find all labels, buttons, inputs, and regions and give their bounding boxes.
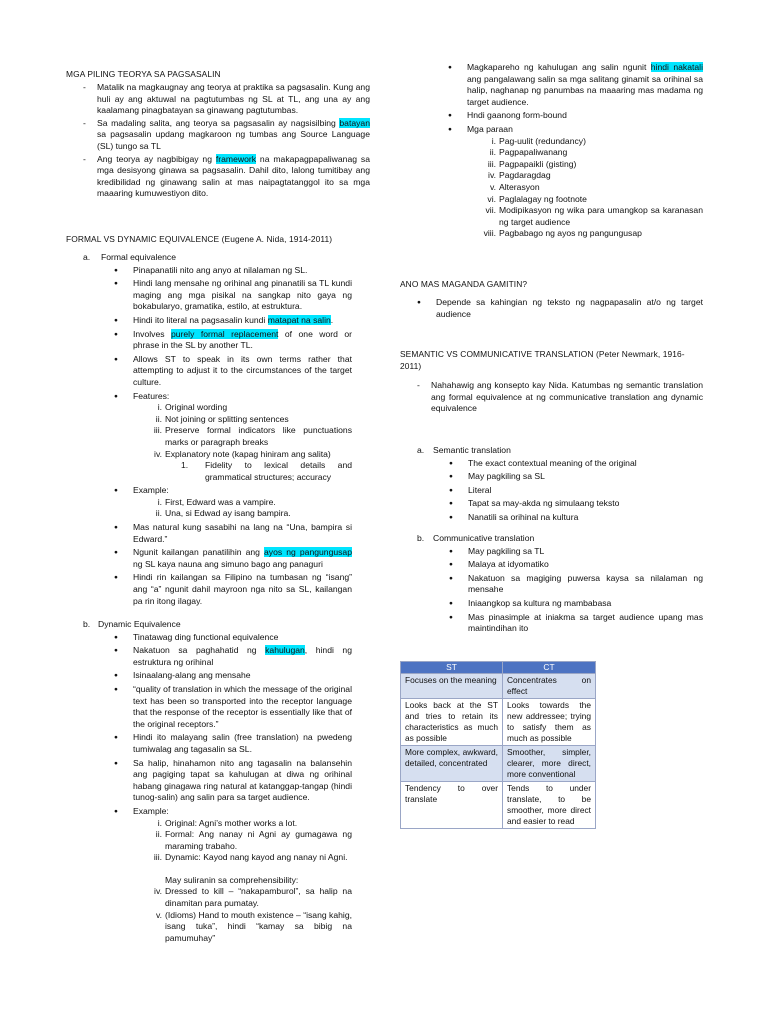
table-cell: Looks back at the ST and tries to retain its characteristics as much as possible: [401, 699, 503, 746]
list-item: ii. Formal: Ang nanay ni Agni ay gumagawa ng maraming trabaho.: [155, 829, 352, 851]
subsection-title: Communicative translation: [433, 533, 535, 543]
table-row: [401, 699, 596, 746]
list-marker: b.: [417, 533, 425, 543]
list-marker: a.: [417, 445, 425, 455]
section-title-ano-mas-maganda: ANO MAS MAGANDA GAMITIN?: [400, 279, 528, 289]
highlight: framework: [215, 153, 257, 164]
list-item: ● Nakatuon sa magiging puwersa kaysa sa nilalaman ng mensahe: [449, 573, 703, 596]
list-marker: b.: [83, 619, 91, 629]
list-item: - Sa madaling salita, ang teorya sa pagsasalin ay nagsisilbing batayan sa pagsasalin updang magkaroon ng tumbas ang Source Language (SL) tungo sa TL: [66, 118, 370, 153]
list-item: iii. Preserve formal indicators like punctuations marks or paragraph breaks: [153, 425, 352, 447]
communicative-list: [449, 546, 703, 635]
list-item: i. Original wording: [157, 402, 228, 413]
list-item: ● Isinaalang-alang ang mensahe: [114, 670, 352, 682]
formal-equivalence-section: [83, 252, 370, 609]
list-item: ● Magkapareho ng kahulugan ang salin ngunit hindi nakatali ang pangalawang salin sa mga salitang ginamit sa orihinal sa halip, naghanap ng panumbas na maaaring mas madama ng target audience.: [448, 62, 703, 108]
dynamic-continued-list: [448, 62, 703, 242]
list-item: ● The exact contextual meaning of the original: [449, 458, 703, 470]
list-item: - Nahahawig ang konsepto kay Nida. Katumbas ng semantic translation ang formal equivalence at ng communicative translation ang dynamic equivalence: [400, 380, 703, 415]
list-item: ● Mga paraan i. Pag-uulit (redundancy) ii. Pagpapaliwanang iii. Pagpapaikli (gisting) iv. Pagdaragdag v. Alterasyon vi. Paglalagay ng footnote vii. Modipikasyon ng wika para umangkop sa karanasan ng target audience viii. Pagbabago ng ayos ng pangungusap: [448, 124, 703, 240]
list-item: ● Tinatawag ding functional equivalence: [114, 632, 352, 644]
subsection-title: Formal equivalence: [101, 252, 176, 262]
dynamic-equivalence-section: [83, 619, 370, 946]
list-item: ● Example: i. First, Edward was a vampire. ii. Una, si Edwad ay isang bampira.: [114, 485, 352, 520]
list-item: ● Nanatili sa orihinal na kultura: [449, 512, 703, 524]
teorya-list: [66, 82, 370, 201]
list-item: vi. Paglalagay ng footnote: [487, 193, 587, 204]
list-item: ● Tapat sa may-akda ng simulaang teksto: [449, 498, 703, 510]
highlight: ayos ng pangungusap: [264, 547, 352, 558]
list-item: ● Hindi ito literal na pagsasalin kundi matapat na salin.: [114, 315, 352, 327]
subsection-title: Semantic translation: [433, 445, 511, 455]
list-item: ● Hndi gaanong form-bound: [448, 110, 703, 122]
list-item: ● May pagkiling sa SL: [449, 471, 703, 483]
semantic-list: [449, 458, 703, 524]
highlight: purely formal replacement: [170, 328, 279, 339]
table-cell: Tends to under translate, to be smoother, more direct and easier to read: [503, 782, 596, 829]
list-item: ● Ngunit kailangan panatilihin ang ayos ng pangungusap ng SL kaya nauna ang simuno bago ang panaguri: [114, 547, 352, 570]
list-item: ii. Not joining or splitting sentences: [155, 413, 289, 424]
highlight: kahulugan: [265, 645, 305, 656]
table-header-ct: CT: [503, 662, 596, 674]
dynamic-examples-list: [147, 818, 352, 864]
list-item: vii. Modipikasyon ng wika para umangkop sa karanasan ng target audience: [485, 205, 703, 227]
list-item: ● Depende sa kahingian ng teksto ng nagpapasalin at/o ng target audience: [417, 297, 703, 320]
idiom-examples-list: [147, 886, 352, 944]
table-cell: Focuses on the meaning: [401, 674, 503, 699]
list-item: iv. Explanatory note (kapag hiniram ang salita) 1. Fidelity to lexical details and grammatical structures; accuracy: [154, 448, 352, 482]
list-item: ● Features: i. Original wording ii. Not joining or splitting sentences iii. Preserve formal indicators like punctuations marks or paragraph breaks iv. Explanatory note (kapag hiniram ang salita) 1. Fidelity to lexical details and grammatical structures; accuracy: [114, 391, 352, 484]
section-title-semantic-communicative: SEMANTIC VS COMMUNICATIVE TRANSLATION (Peter Newmark, 1916-2011): [400, 349, 685, 371]
list-item: viii. Pagbabago ng ayos ng pangungusap: [483, 228, 642, 239]
st-ct-table: [400, 661, 596, 829]
list-item: ● Mas pinasimple at iniakma sa target audience upang mas maintindihan ito: [449, 612, 703, 635]
list-item: ● Hindi lang mensahe ng orihinal ang pinanatili sa TL kundi maging ang mga pisikal na sangkap nito gaya ng bokabularyo, gramatika, estilo, at estruktura.: [114, 278, 352, 313]
table-row: [401, 746, 596, 782]
list-item: - Ang teorya ay nagbibigay ng framework na makapagpapaliwanag sa mga desisyong ginawa sa pagsasalin. Dahil dito, lalong tumitibay ang kredibilidad ng ginawang salin at mas naipagtatanggol ito sa mga maaaring kumuwestiyon dito.: [66, 154, 370, 200]
examples-list: [147, 497, 352, 520]
formal-list: [114, 265, 352, 608]
depende-list: [417, 297, 703, 322]
paraan-list: [481, 136, 703, 240]
list-item: v. (Idioms) Hand to mouth existence – “isang kahig, isang tuka”, hindi “kamay sa bibig na pamumuhay”: [155, 909, 352, 943]
list-item: i. First, Edward was a vampire.: [157, 496, 276, 507]
list-item: ● Literal: [449, 485, 703, 497]
list-marker: a.: [83, 252, 91, 262]
list-item: iii. Pagpapaikli (gisting): [487, 158, 577, 169]
suliranin-note: May suliranin sa comprehensibility:: [165, 874, 299, 885]
list-item: ● “quality of translation in which the message of the original text has been so transported into the receptor language that the response of the receptor is essentially like that of the original receptors.”: [114, 684, 352, 730]
semantic-section: [417, 445, 703, 526]
list-item: ● Nakatuon sa paghahatid ng kahulugan, hindi ng estruktura ng orihinal: [114, 645, 352, 668]
list-item: ● Example: i. Original: Agni’s mother works a lot. ii. Formal: Ang nanay ni Agni ay gumagawa ng maraming trabaho. iii. Dynamic: Kayod nang kayod ang nanay ni Agni. May suliranin sa comprehensibility: iv. Dressed to kill – “nakapamburol”, sa halip na dinamitan para pumatay. v. (Idioms) Hand to mouth existence – “isang kahig, isang tuka”, hindi “kamay sa bibig na pamumuhay”: [114, 806, 352, 945]
table-header-row: [401, 662, 596, 674]
table-header-st: ST: [401, 662, 503, 674]
list-item: ● Malaya at idyomatiko: [449, 559, 703, 571]
table-cell: More complex, awkward, detailed, concentrated: [401, 746, 503, 782]
list-item: ● Hindi rin kailangan sa Filipino na tumbasan ng “isang” ang “a” ngunit dahil mayroon nga nito sa SL, kailangan pa rin itong ilagay.: [114, 572, 352, 607]
table-row: [401, 782, 596, 829]
list-item: ii. Pagpapaliwanang: [489, 147, 568, 158]
list-item: ● Iniaangkop sa kultura ng mambabasa: [449, 598, 703, 610]
list-item: ● May pagkiling sa TL: [449, 546, 703, 558]
list-item: iv. Pagdaragdag: [488, 170, 551, 181]
list-item: ● Hindi ito malayang salin (free translation) na pwedeng tumiwalag ang tagasalin sa SL.: [114, 732, 352, 755]
list-item: ● Involves purely formal replacement of one word or phrase in the SL by another TL.: [114, 329, 352, 352]
highlight: hindi nakatali: [650, 62, 703, 72]
list-item: ● Pinapanatili nito ang anyo at nilalaman ng SL.: [114, 265, 352, 277]
list-item: i. Pag-uulit (redundancy): [491, 135, 586, 146]
dynamic-list: [114, 632, 352, 945]
table-cell: Tendency to over translate: [401, 782, 503, 829]
table-cell: Concentrates on effect: [503, 674, 596, 699]
subsection-title: Dynamic Equivalence: [98, 619, 181, 629]
communicative-section: [417, 533, 703, 637]
section-title-formal-dynamic: FORMAL VS DYNAMIC EQUIVALENCE (Eugene A. Nida, 1914-2011): [66, 234, 333, 244]
highlight: batayan: [339, 117, 370, 128]
table-row: [401, 674, 596, 699]
section-title-teorya: MGA PILING TEORYA SA PAGSASALIN: [66, 69, 221, 79]
list-item: v. Alterasyon: [489, 181, 540, 192]
list-item: ● Mas natural kung sasabihi na lang na “Una, bampira si Edward.”: [114, 522, 352, 545]
list-item: iv. Dressed to kill – “nakapamburol”, sa halip na dinamitan para pumatay.: [154, 886, 352, 909]
list-item: i. Original: Agni’s mother works a lot.: [157, 817, 298, 828]
nahahawig-list: [400, 380, 703, 416]
list-item: - Matalik na magkaugnay ang teorya at praktika sa pagsasalin. Kung ang huli ay ang aktuwal na pagtutumbas ng SL at TL, ang una ay ang kaalamang pinagbatayan sa ginawang pagtutumbas.: [66, 82, 370, 117]
highlight: matapat na salin: [267, 314, 331, 325]
list-item: ● Sa halip, hinahamon nito ang tagasalin na balansehin ang pagiging tapat sa kahulugan at diwa ng orihinal habang ginagawa ring natural at katanggap-tangap (hindi tunog-salin) ang salin para sa target audience.: [114, 758, 352, 804]
list-item: iii. Dynamic: Kayod nang kayod ang nanay ni Agni.: [153, 852, 348, 863]
features-list: [147, 402, 352, 483]
list-item: ● Allows ST to speak in its own terms rather that attempting to adjust it to the circumstances of the target culture.: [114, 354, 352, 389]
list-item: 1. Fidelity to lexical details and grammatical structures; accuracy: [181, 460, 352, 482]
list-item: ii. Una, si Edwad ay isang bampira.: [155, 508, 291, 519]
table-cell: Smoother, simpler, clearer, more direct, more conventional: [503, 746, 596, 782]
table-cell: Looks towards the new addressee; trying to satisfy them as much as possible: [503, 699, 596, 746]
